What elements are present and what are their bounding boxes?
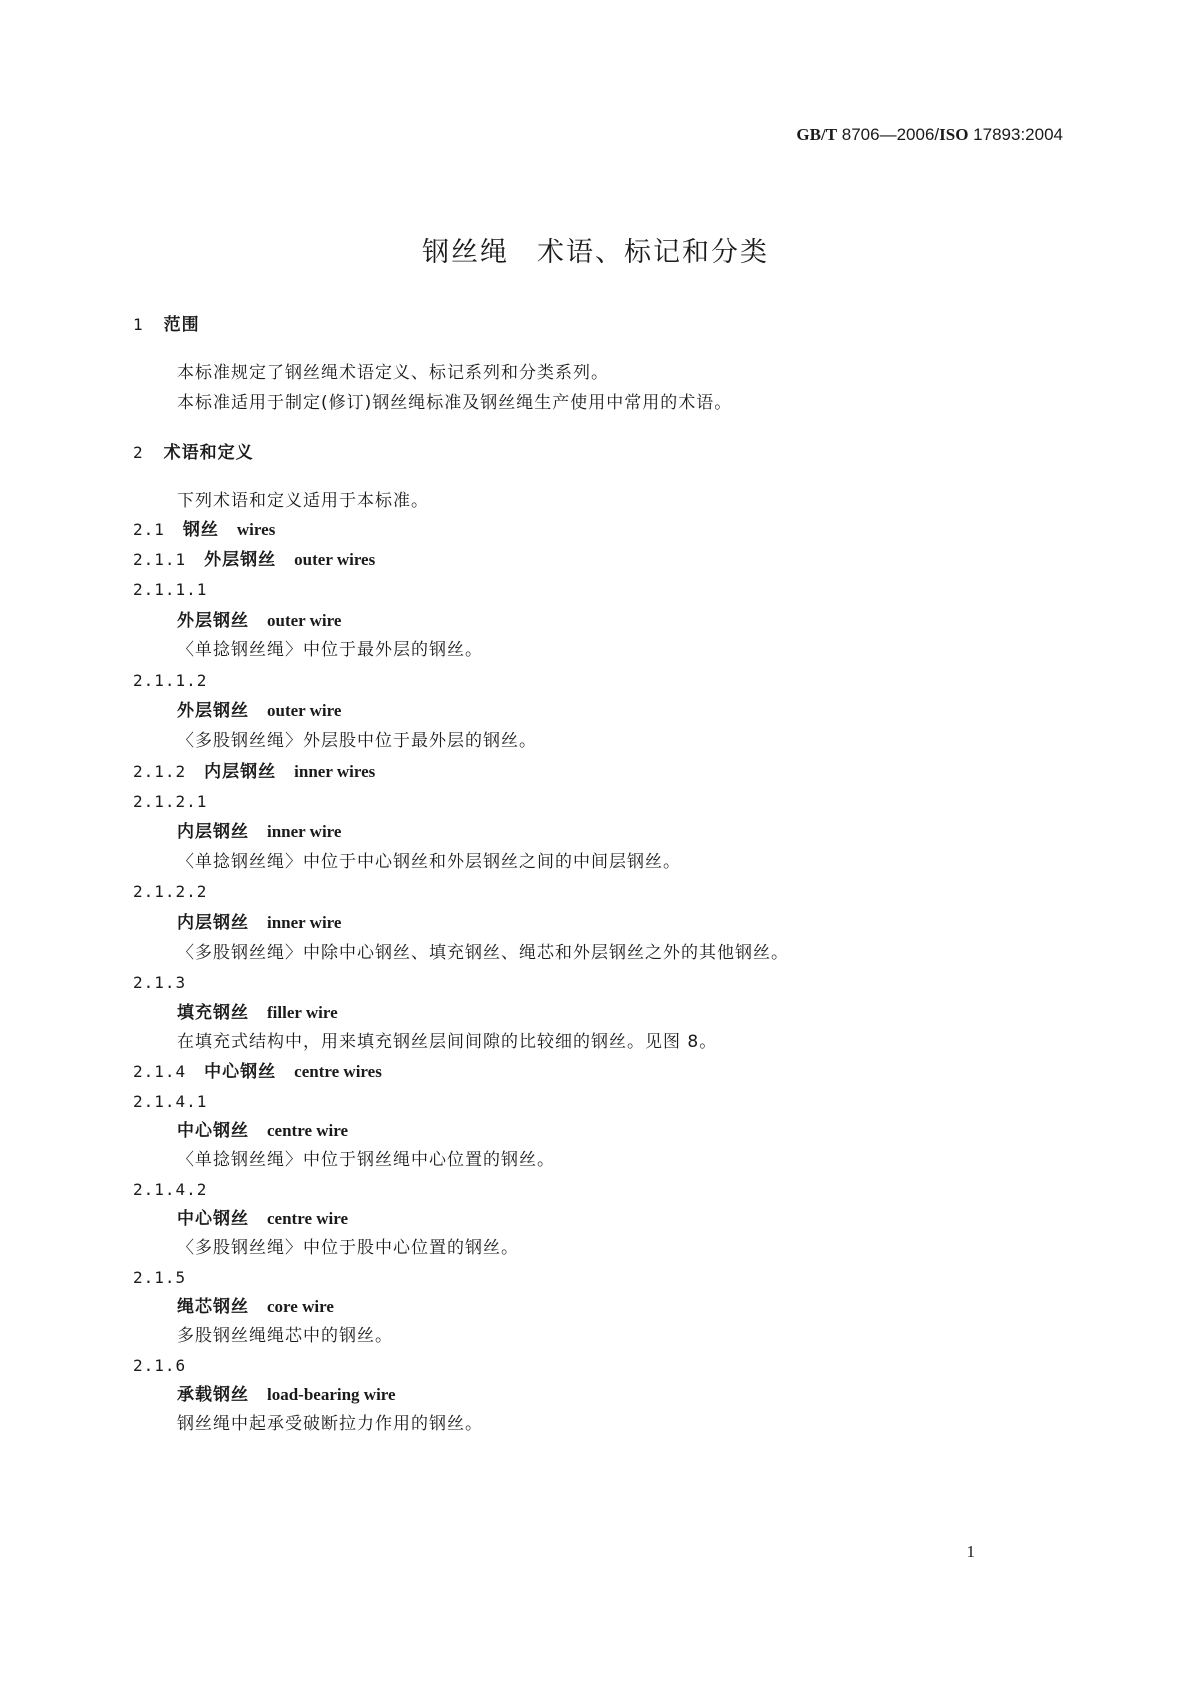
section-number: 1 xyxy=(133,315,144,334)
standard-number: 8706—2006/ xyxy=(841,125,940,144)
definition: 〈单捻钢丝绳〉中位于钢丝绳中心位置的钢丝。 xyxy=(177,1150,555,1170)
term-entry xyxy=(133,549,375,571)
term-cn: 中心钢丝 xyxy=(177,1209,249,1229)
term-cn: 绳芯钢丝 xyxy=(177,1297,249,1317)
clause-number: 2.1.1 xyxy=(133,550,187,569)
definition: 〈单捻钢丝绳〉中位于中心钢丝和外层钢丝之间的中间层钢丝。 xyxy=(177,852,681,872)
term-en: wires xyxy=(236,520,276,539)
definition: 在填充式结构中，用来填充钢丝层间间隙的比较细的钢丝。见图 8。 xyxy=(177,1032,718,1052)
term-en: outer wire xyxy=(267,701,342,720)
term-en: core wire xyxy=(267,1297,334,1316)
term-cn: 外层钢丝 xyxy=(204,550,277,570)
term-cn: 填充钢丝 xyxy=(177,1003,249,1023)
term-entry xyxy=(177,1120,348,1142)
clause-number: 2.1.6 xyxy=(133,1356,187,1375)
standard-header xyxy=(796,125,1063,145)
clause-number: 2.1.2.2 xyxy=(133,882,208,901)
clause-number: 2.1 xyxy=(133,520,165,539)
term-en: filler wire xyxy=(267,1003,338,1022)
term-cn: 承载钢丝 xyxy=(177,1385,249,1405)
standard-code: GB/T xyxy=(796,125,838,144)
term-entry xyxy=(177,1384,396,1406)
iso-label: ISO xyxy=(939,125,969,144)
definition: 〈单捻钢丝绳〉中位于最外层的钢丝。 xyxy=(177,640,483,660)
clause-number: 2.1.1.2 xyxy=(133,671,208,690)
page-number: 1 xyxy=(966,1542,975,1561)
clause-number: 2.1.4 xyxy=(133,1062,187,1081)
term-cn: 内层钢丝 xyxy=(177,822,249,842)
term-en: inner wires xyxy=(294,762,376,781)
definition: 〈多股钢丝绳〉中位于股中心位置的钢丝。 xyxy=(177,1238,519,1258)
page-title xyxy=(0,230,1191,269)
definition: 〈多股钢丝绳〉外层股中位于最外层的钢丝。 xyxy=(177,731,537,751)
term-cn: 外层钢丝 xyxy=(177,611,249,631)
term-en: outer wires xyxy=(294,550,376,569)
term-entry xyxy=(133,519,275,541)
paragraph: 本标准规定了钢丝绳术语定义、标记系列和分类系列。 xyxy=(177,363,609,383)
clause-number: 2.1.4.1 xyxy=(133,1092,208,1111)
term-cn: 外层钢丝 xyxy=(177,701,249,721)
term-cn: 中心钢丝 xyxy=(204,1062,277,1082)
term-cn: 钢丝 xyxy=(182,520,219,540)
term-en: centre wires xyxy=(294,1062,382,1081)
term-cn: 内层钢丝 xyxy=(177,913,249,933)
clause-number: 2.1.2.1 xyxy=(133,792,208,811)
section-title: 术语和定义 xyxy=(163,443,254,463)
definition: 〈多股钢丝绳〉中除中心钢丝、填充钢丝、绳芯和外层钢丝之外的其他钢丝。 xyxy=(177,943,789,963)
title-part-1: 钢丝绳 xyxy=(422,237,509,268)
term-en: inner wire xyxy=(267,913,342,932)
clause-number: 2.1.1.1 xyxy=(133,580,208,599)
term-entry xyxy=(177,1208,348,1230)
definition: 多股钢丝绳绳芯中的钢丝。 xyxy=(177,1326,393,1346)
term-entry xyxy=(177,700,341,722)
term-entry xyxy=(133,761,375,783)
title-part-2: 术语、标记和分类 xyxy=(537,237,769,268)
section-title: 范围 xyxy=(163,315,200,335)
term-entry xyxy=(177,1296,334,1318)
term-en: centre wire xyxy=(267,1121,349,1140)
paragraph: 下列术语和定义适用于本标准。 xyxy=(177,491,429,511)
iso-number: 17893:2004 xyxy=(973,125,1063,144)
section-2-heading xyxy=(133,442,254,464)
clause-number: 2.1.5 xyxy=(133,1268,187,1287)
definition: 钢丝绳中起承受破断拉力作用的钢丝。 xyxy=(177,1414,483,1434)
paragraph: 本标准适用于制定(修订)钢丝绳标准及钢丝绳生产使用中常用的术语。 xyxy=(177,393,733,413)
term-en: load-bearing wire xyxy=(267,1385,396,1404)
section-number: 2 xyxy=(133,443,144,462)
term-entry xyxy=(133,1061,382,1083)
clause-number: 2.1.2 xyxy=(133,762,187,781)
term-en: outer wire xyxy=(267,611,342,630)
term-entry xyxy=(177,821,341,843)
clause-number: 2.1.3 xyxy=(133,973,187,992)
term-cn: 内层钢丝 xyxy=(204,762,277,782)
clause-number: 2.1.4.2 xyxy=(133,1180,208,1199)
term-cn: 中心钢丝 xyxy=(177,1121,249,1141)
term-entry xyxy=(177,912,341,934)
section-1-heading xyxy=(133,314,200,336)
term-en: centre wire xyxy=(267,1209,349,1228)
term-entry xyxy=(177,610,341,632)
term-entry xyxy=(177,1002,338,1024)
term-en: inner wire xyxy=(267,822,342,841)
